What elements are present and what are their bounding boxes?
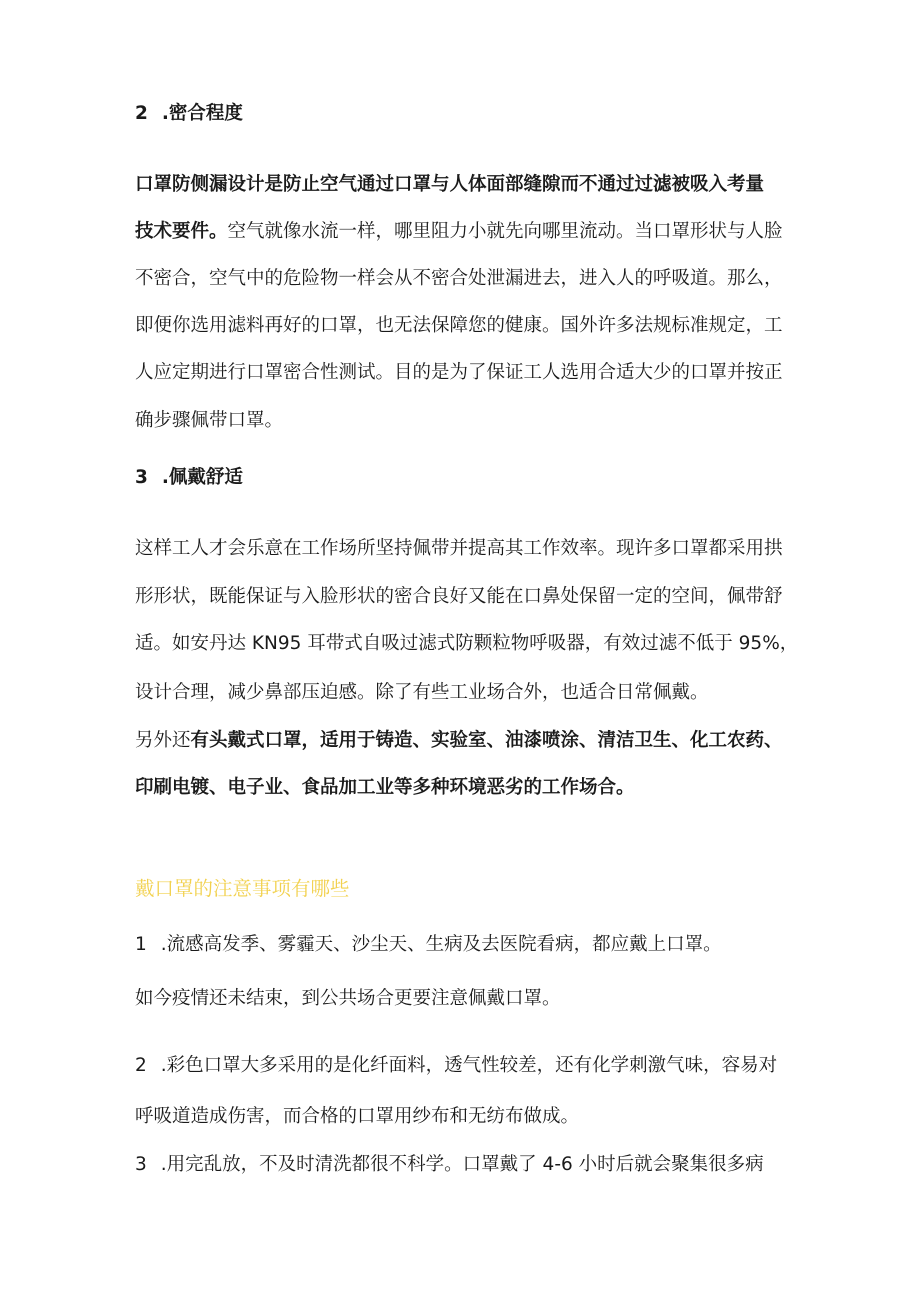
section-3-paragraph-line-1: 这样工人才会乐意在工作场所坚持佩带并提高其工作效率。现许多口罩都采用拱 <box>135 538 783 559</box>
section-3-paragraph-line-6: 印刷电镀、电子业、食品加工业等多种环境恶劣的工作场合。 <box>135 777 635 798</box>
section-2-line-2-text: 空气就像水流一样，哪里阻力小就先向哪里流动。当口罩形状与人脸 <box>227 221 783 242</box>
section-2-paragraph-line-4: 即便你选用滤料再好的口罩，也无法保障您的健康。国外许多法规标准规定，工 <box>135 315 783 336</box>
section-3-line-5-lead: 另外还 <box>135 730 191 751</box>
section-2-bold-phrase: 技术要件。 <box>135 221 228 242</box>
notes-item-3-number: 3 <box>135 1154 147 1175</box>
section-3-heading <box>135 465 243 491</box>
notes-heading: 戴口罩的注意事项有哪些 <box>135 877 350 900</box>
notes-item-2-line-2: 呼吸道造成伤害，而合格的口罩用纱布和无纺布做成。 <box>135 1106 580 1127</box>
section-3-line-5-bold: 有头戴式口罩，适用于铸造、实验室、油漆喷涂、清洁卫生、化工农药、 <box>190 730 783 751</box>
notes-item-2-number: 2 <box>135 1055 147 1076</box>
notes-item-1-note: 如今疫情还未结束，到公共场合更要注意佩戴口罩。 <box>135 988 561 1009</box>
section-3-title: .佩戴舒适 <box>161 467 243 488</box>
section-3-number: 3 <box>135 467 148 488</box>
section-2-number: 2 <box>135 103 148 124</box>
section-3-paragraph-line-3: 适。如安丹达 KN95 耳带式自吸过滤式防颗粒物呼吸器，有效过滤不低于 95%， <box>135 633 799 654</box>
section-2-paragraph-line-5: 人应定期进行口罩密合性测试。目的是为了保证工人选用合适大少的口罩并按正 <box>135 362 783 383</box>
section-3-paragraph-line-5 <box>135 728 783 754</box>
section-2-title: .密合程度 <box>161 103 243 124</box>
section-3-paragraph-line-4: 设计合理，减少鼻部压迫感。除了有些工业场合外，也适合日常佩戴。 <box>135 682 709 703</box>
section-2-paragraph-line-1: 口罩防侧漏设计是防止空气通过口罩与人体面部缝隙而不通过过滤被吸入考量 <box>135 174 765 195</box>
notes-item-3-text: .用完乱放，不及时清洗都很不科学。口罩戴了 4-6 小时后就会聚集很多病 <box>160 1154 764 1175</box>
section-2-paragraph-line-3: 不密合，空气中的危险物一样会从不密合处泄漏进去，进入人的呼吸道。那么， <box>135 268 783 289</box>
section-3-paragraph-line-2: 形形状，既能保证与入脸形状的密合良好又能在口鼻处保留一定的空间，佩带舒 <box>135 586 783 607</box>
notes-item-1-text: .流感高发季、雾霾天、沙尘天、生病及去医院看病，都应戴上口罩。 <box>160 934 722 955</box>
notes-item-3-line-1 <box>135 1152 764 1178</box>
notes-item-1-number: 1 <box>135 934 147 955</box>
notes-item-2-line-1 <box>135 1053 777 1079</box>
section-2-heading <box>135 101 243 127</box>
notes-item-1 <box>135 932 722 958</box>
section-2-paragraph-line-6: 确步骤佩带口罩。 <box>135 410 284 431</box>
notes-item-2-text: .彩色口罩大多采用的是化纤面料，透气性较差，还有化学刺激气味，容易对 <box>160 1055 778 1076</box>
section-2-paragraph-line-2 <box>135 219 783 245</box>
